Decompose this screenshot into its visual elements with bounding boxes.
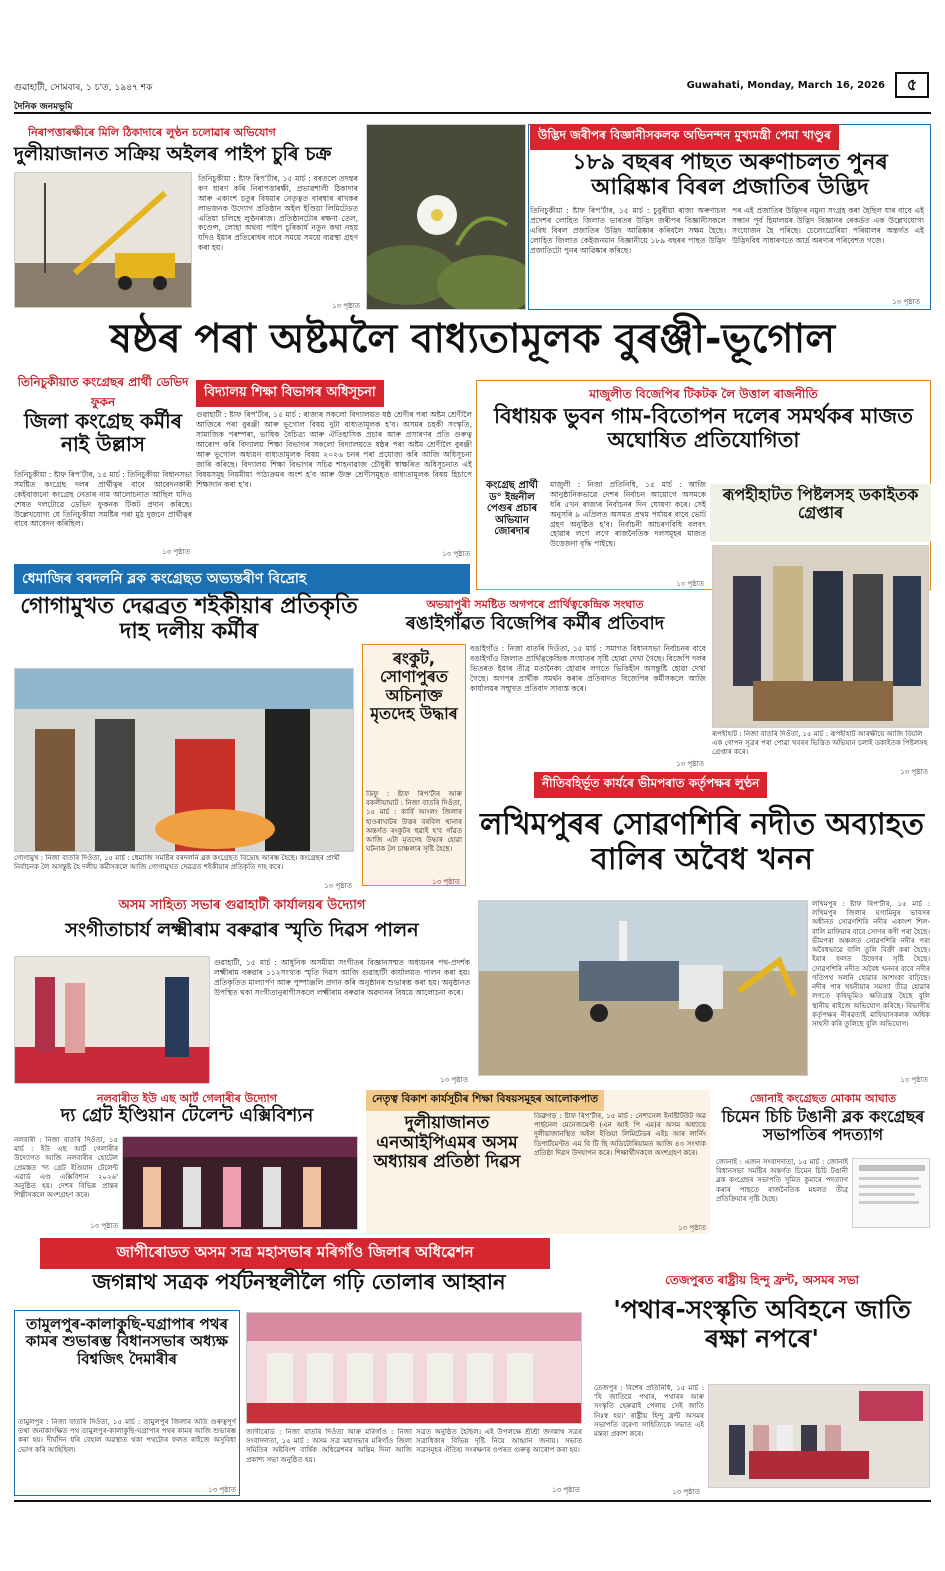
protest-image	[15, 669, 354, 852]
s13-body: ডিব্ৰুগড় : ষ্টাফ ৰিপ'ৰ্টাৰ, ১৫ মাৰ্চ : নেশ্যনেল ইনষ্টিটিউট অৱ পাৰ্ছনেল মেনেজমেণ্ট (এন আই পি এম)ৰ অসম অধ্যায়ে দুলীয়াজানস্থিত অইল ইণ্ডিয়া লিমিটেডৰ এইচ আৰ লাৰ্নিং ডিপাৰ্টমেণ্টত এম বি টি ছি অডিটোৰিয়ামত আজি ৪৩ সংখ্যক প্ৰতিষ্ঠা দিৱস উদযাপন কৰে। শিক্ষাৰ্থীসকলে অংশগ্ৰহণ কৰে।	[534, 1112, 706, 1157]
s4-tag: বিদ্যালয় শিক্ষা বিভাগৰ অধিসূচনা	[196, 380, 384, 407]
s12-body: নলবাৰী : নিজা বাতৰি দিওঁতা, ১৫ মাৰ্চ : ইউ এছ আৰ্ট গেলাৰীৰ উদ্যোগত আজি নলবাৰীৰ হোটেল প্ৰেমস্তত 'দ্য গ্ৰেট ইণ্ডিয়ান টেলেন্ট এৱাৰ্ড এণ্ড এক্সিবিশ্যন ২০২৬' অনুষ্ঠিত হয়। দেশৰ বিভিন্ন প্ৰান্তৰ শিল্পীসকলে অংশগ্ৰহণ কৰে।	[14, 1136, 118, 1200]
s16-headline: তামুলপুৰ-কালাকুছি-ঘগ্ৰাপাৰ পথৰ কামৰ শুভাৰম্ভ বিধানসভাৰ অধ্যক্ষ বিশ্বজিৎ দৈমাৰীৰ	[25, 1315, 229, 1368]
s9-headline: ৰংকুট, সোণাপুৰত অচিনাক্ত মৃতদেহ উদ্ধাৰ	[370, 649, 458, 724]
s13-tag: নেতৃত্ব বিকাশ কাৰ্যসূচীৰ শিক্ষা বিষয়সমূহৰ আলোকপাত	[366, 1090, 604, 1111]
s7-headline: গোগামুখত দেৱব্ৰত শইকীয়াৰ প্ৰতিকৃতি দাহ দলীয় কৰ্মীৰ	[20, 594, 358, 645]
s11-headline: সংগীতাচাৰ্য লক্ষ্মীৰাম বৰুৱাৰ স্মৃতি দিৱস পালন	[65, 919, 419, 941]
s12-sub: নলবাৰীত ইউ এছ আৰ্ট গেলাৰীৰ উদ্যোগ	[97, 1092, 277, 1105]
s14-headline: চিমেন চিচি টঙানী ব্লক কংগ্ৰেছৰ সভাপতিৰ পদত্যাগ	[721, 1107, 925, 1145]
s11-photo-event	[14, 956, 210, 1084]
s8-sub: অভয়াপুৰী সমষ্টিত অগপৰে প্ৰাৰ্থিত্বকেন্দ্ৰিক সংঘাত	[426, 598, 644, 611]
footer-rule	[14, 1500, 931, 1502]
s10-photo-truck	[478, 900, 808, 1076]
s12-headline: দ্য গ্ৰেট ইণ্ডিয়ান টেলেন্ট এক্সিবিশ্যন	[60, 1105, 314, 1126]
satra-meeting-image	[247, 1313, 582, 1424]
s15-headline: জগন্নাথ সত্ৰক পৰ্যটনস্থলীলৈ গঢ়ি তোলাৰ আহ্বান	[92, 1270, 506, 1294]
s13-headline: দুলীয়াজানত এনআইপিএমৰ অসম অধ্যায়ৰ প্ৰতিষ্ঠা দিৱস	[373, 1113, 521, 1173]
s15-photo-meeting	[246, 1312, 582, 1424]
s14-body: জোনাই : এজন সংবাদদাতা, ১৫ মাৰ্চ : জোনাই বিধানসভা সমষ্টিৰ অন্তৰ্গত চিমেন চিচি টঙানী ব্লক কংগ্ৰেছৰ সভাপতি সুমিত কুমাৰে পদত্যাগ কৰাৰ পাছতে ৰাজনৈতিক মহলত তীব্ৰ প্ৰতিক্ৰিয়াৰ সৃষ্টি হৈছে।	[716, 1158, 848, 1203]
resignation-letter-image	[853, 1159, 930, 1228]
english-date: Guwahati, Monday, March 16, 2026	[686, 80, 885, 91]
s17-continue: ১৩ পৃষ্ঠাত	[672, 1488, 700, 1496]
s17-headline: 'পথাৰ-সংস্কৃতি অবিহনে জাতি ৰক্ষা নপৰে'	[613, 1295, 911, 1353]
s10-tag: নীতিবহিৰ্ভূত কাৰ্যৰে ভীমপৰাত কৰ্তৃপক্ষৰ লুণ্ঠন	[534, 772, 767, 798]
s17-sub: তেজপুৰত ৰাষ্ট্ৰীয় হিন্দু ফ্ৰন্ট, অসমৰ সভা	[664, 1273, 860, 1287]
s11-body: গুৱাহাটী, ১৫ মাৰ্চ : আধুনিক অসমীয়া সংগীতৰ বিজ্ঞানসম্মত অধ্যয়নৰ পথ-প্ৰদৰ্শক লক্ষ্মীৰাম বৰুৱাৰ ১১২সংখ্যক স্মৃতি দিৱস আজি গুৱাহাটী কাৰ্যালয়ত পালন কৰা হয়। প্ৰতিকৃতিত মাল্যাৰ্পণ আৰু পুষ্পাঞ্জলি প্ৰদান কৰি অনুষ্ঠানৰ শুভাৰম্ভ কৰা হয়। অনুষ্ঠানত উপস্থিত থকা সংগীতানুৰাগীসকলে লক্ষ্মীৰাম বৰুৱাৰ অৱদানৰ বিষয়ে আলোচনা কৰে।	[214, 958, 470, 997]
s11-sub: অসম সাহিত্য সভাৰ গুৱাহাটী কাৰ্যালয়ৰ উদ্যোগ	[118, 898, 366, 913]
s1-headline: দুলীয়াজানত সক্ৰিয় অইলৰ পাইপ চুৰি চক্ৰ	[14, 143, 332, 165]
s9-body: ডিফু : ষ্টাফ ৰিপ'ৰ্টাৰ আৰু বকলীয়াঘাট : নিজা বাতৰি দিওঁতা, ১৫ মাৰ্চ : কাৰ্বি আংলং জিলাৰ হাওৰাঘাটৰ উত্তৰ বৰবিল থানাৰ অন্তৰ্গত ৰংকুটৰ হুৱাই হ'ব গাঁৱত আজি এটা মৃতদেহ উদ্ধাৰ হোৱা ঘটনাক লৈ চাঞ্চল্যৰ সৃষ্টি হৈছে।	[366, 790, 462, 854]
s5-side: কংগ্ৰেছ প্ৰাৰ্থী ড° ইন্দ্ৰনীল পেগুৰ প্ৰচাৰ অভিযান জোৰদাৰ	[485, 480, 539, 537]
s2-photo-flower	[366, 124, 526, 310]
flower-image	[367, 125, 526, 310]
s14-photo-letter	[852, 1158, 930, 1228]
s4-body: গুৱাহাটী : ষ্টাফ ৰিপ'ৰ্টাৰ, ১৫ মাৰ্চ : ৰাজ্যৰ সকলো বিদ্যালয়ত ষষ্ঠ শ্ৰেণীৰ পৰা অষ্টম শ্ৰেণীলৈ আজিৰে পৰা বুৰঞ্জী আৰু ভূগোল বিষয় দুটা বাধ্যতামূলক হ'ব। অসমৰ চহকী সংস্কৃতি, সামাজিক পৰম্পৰা, ভাষিক বৈচিত্ৰ্য আৰু ঐতিহাসিক প্ৰচাৰ আৰু প্ৰসাৰণৰ প্ৰতি গুৰুত্ব আৰোপ কৰি বিদ্যালয় শিক্ষা বিভাগৰ সকলো বিদ্যালয়তে ষষ্ঠৰ পৰা অষ্টম শ্ৰেণীলৈ বুৰঞ্জী আৰু ভূগোল অধ্যয়ন বাধ্যতামূলক বিষয় ২০২৬ চনৰ পৰা প্ৰযোজ্য কৰি আজি অধিসূচনা জাৰি কৰিছে। বিদ্যালয় শিক্ষা বিভাগৰ সচিৱ শাহনাৱাজ চৌধুৰী স্বাক্ষৰিত অধিসূচনাত এই বিষয়সমূহ নিয়মীয়া পাঠ্যক্ৰমৰ অংশ হ'ব আৰু উক্ত শ্ৰেণীসমূহত বাধ্যতামূলক বিষয় হিচাপে শিক্ষাদান কৰা হ'ব।	[196, 410, 472, 490]
s2-body-right: পৰ এই প্ৰজাতিৰ উদ্ভিদৰ নমুনা সংগ্ৰহ কৰা হৈছিল যাৰ বাবে এই সন্ধান পূৰ্ব হিমালয়ৰ উদ্ভিদ বিজ্ঞানৰ ৰেকৰ্ডত এক উল্লেখযোগ্য সংযোজন হৈ পৰিছে। চেলেংগ্ৰেৰিয়া পৰিয়ালৰ অন্তৰ্গত এই উদ্ভিদবিধ সাধাৰণতে আৰ্দ্ৰ অৰণ্যৰ পৰিবেশত গজে।	[732, 206, 924, 245]
s1-photo-crane	[14, 172, 192, 308]
s10-headline: লখিমপুৰৰ সোৱণশিৰি নদীত অব্যাহত বালিৰ অবৈধ খনন	[479, 807, 925, 877]
sand-mining-image	[479, 901, 808, 1076]
s7-caption: গোগামুখ : নিজা বাতৰি দিওঁতা, ১৫ মাৰ্চ : ধেমাজি সমষ্টিৰ বৰদলনি ব্লক কংগ্ৰেছত বিদ্ৰোহ আৰম্ভ হৈছে। কংগ্ৰেছৰ প্ৰাৰ্থী নিৰ্বাচনক লৈ অসন্তুষ্ট হৈ দলীয় কৰ্মীসকলে আজি গোগামুখত দেৱব্ৰত শইকীয়াৰ প্ৰতিকৃতি দাহ কৰে।	[14, 854, 340, 872]
s16-body: তামুলপুৰ : নিজা বাতৰি দিওঁতা, ১৫ মাৰ্চ : তামুলপুৰ জিলাৰ অতি গুৰুত্বপূৰ্ণ তথা জনাকাংক্ষিত পথ তামুলপুৰ-কালাকুছি-ঘগ্ৰাপাৰ পথৰ কামৰ আজি শুভাৰম্ভ কৰা হয়। দীৰ্ঘদিন ধৰি বেহাল অৱস্থাত থকা পথটোৰ ফলত ৰাইজে অসুবিধা ভোগ কৰি আহিছিল।	[18, 1418, 236, 1454]
s5-sub: মাজুলীত বিজেপিৰ টিকটক লৈ উত্তাল ৰাজনীতি	[589, 387, 818, 401]
crane-image	[15, 173, 192, 308]
s15-body-right: সত্ৰত অনুষ্ঠিত হৈছিল। এই উপলক্ষে শ্ৰীশ্ৰী জগন্নাথ সত্ৰৰ সত্ৰাধিকাৰ বিভিন্ন দৃষ্টি নিয়ে আহ্বান জনায়। সভাত সত্ৰসমূহৰ ঐতিহ্য সংৰক্ষণৰ ওপৰত গুৰুত্ব আৰোপ কৰা হয়।	[416, 1428, 582, 1455]
s3-headline: জিলা কংগ্ৰেছ কৰ্মীৰ নাই উল্লাস	[23, 409, 183, 456]
s3-sub: তিনিচুকীয়াত কংগ্ৰেছৰ প্ৰাৰ্থী ডেভিদ ফুকন	[17, 375, 189, 409]
paper-name: দৈনিক জনমভূমি	[14, 102, 73, 112]
s8-continue: ১৩ পৃষ্ঠাত	[676, 760, 704, 768]
s2-sub: উদ্ভিদ জৰীপৰ বিজ্ঞানীসকলক অভিনন্দন মুখ্যমন্ত্ৰী পেমা খাণ্ডুৰ	[530, 124, 839, 150]
s2-headline: ১৮৯ বছৰৰ পাছত অৰুণাচলত পুনৰ আৱিষ্কাৰ বিৰল প্ৰজাতিৰ উদ্ভিদ	[572, 150, 888, 201]
s5-body: মাজুলী : নিজা প্ৰতিনিধি, ১৫ মাৰ্চ : আজি আনুষ্ঠানিকভাৱে দেশৰ নিৰ্বাচন আয়োগে অসমকে ধৰি ৫খন ৰাজ্যৰ নিৰ্বাচনৰ দিন ঘোষণা কৰে। সেই অনুসৰি ৯ এপ্ৰিলত অসমত প্ৰথম পৰ্যায়ৰ বাবে ভোট গ্ৰহণ অনুষ্ঠিত হ'ব। নিৰ্বাচনী আচৰণবিধি বলবৎ হোৱাৰ লগে লগে ৰাজনৈতিক দলসমূহৰ মাজত উত্তেজনা বৃদ্ধি পাইছে।	[550, 480, 706, 549]
exhibition-image	[123, 1137, 358, 1230]
s15-body-left: জাগীৰোড : নিজা বাতৰি দিওঁতা আৰু মৰিগাঁও : নিজা সংবাদদাতা, ১৫ মাৰ্চ : অসম সত্ৰ মহাসভাৰ মৰিগাঁও জিলা সমিতিৰ অষ্টবিংশ বাৰ্ষিক অধিৱেশনৰ অন্তিম দিনা আজি প্ৰকাশ্য সভা অনুষ্ঠিত হয়।	[246, 1428, 412, 1464]
s12-continue: ১৩ পৃষ্ঠাত	[90, 1222, 118, 1230]
s12-photo-exhibition	[122, 1136, 358, 1230]
s3-continue: ১৩ পৃষ্ঠাত	[162, 548, 190, 556]
s9-continue: ১৩ পৃষ্ঠাত	[432, 878, 460, 886]
arrest-image	[713, 546, 929, 728]
s6-continue: ১৩ পৃষ্ঠাত	[900, 768, 928, 776]
s10-body: লখিমপুৰ : ষ্টাফ ৰিপ'ৰ্টাৰ, ১৫ মাৰ্চ : লখিমপুৰ জিলাৰ ঘগামিনুৰ ভাবসৰ অধীনত সোৱণশিৰি নদীৰ একাংশ শিল-বালি মাফিয়াৰ বাবে সোণৰ কণী পৰা হৈছে। ভীমপৰা অঞ্চলত সোৱণশিৰি নদীৰ পৰা অবৈধভাৱে বালি তুলি বিক্ৰী কৰা হৈছে। ইয়াৰ ফলত উদ্বেগৰ সৃষ্টি হৈছে। সোৱণশিৰি নদীত অবৈধ খননৰ বাবে নদীৰ গতিপথ সলনি হোৱাৰ আশংকা বাঢ়িছে। নদীৰ পাৰ খহনীয়াৰ সমস্যা তীব্ৰ হোৱাৰ লগতে কৃষিভূমিও ক্ষতিগ্ৰস্ত হৈছে বুলি স্থানীয় ৰাইজে অভিযোগ কৰিছে। বিভাগীয় কৰ্তৃপক্ষৰ নীৰৱতাই মাফিয়াসকলক অধিক সাহসী কৰি তুলিছে বুলি অভিযোগ।	[812, 900, 930, 1029]
s4-continue: ১৩ পৃষ্ঠাত	[442, 550, 470, 558]
s10-continue: ১৩ পৃষ্ঠাত	[900, 1076, 928, 1084]
s6-caption: ৰূপহীহাট : নিজা বাতৰি দিওঁতা, ১৫ মাৰ্চ : ৰূপহীহাট আৰক্ষীয়ে আজি বিয়লি এক গোপন সূত্ৰৰ পৰা পোৱা খবৰৰ ভিত্তিত অভিযান চলাই ডকাইতক পিষ্টলসহ গ্ৰেপ্তাৰ কৰে।	[712, 730, 928, 757]
dhemaji-banner: ধেমাজিৰ বৰদলনি ব্লক কংগ্ৰেছত অভ্যন্তৰীণ বিদ্ৰোহ	[14, 564, 470, 594]
s16-continue: ১৩ পৃষ্ঠাত	[208, 1486, 236, 1494]
event-image	[15, 957, 210, 1084]
s7-continue: ১৩ পৃষ্ঠাত	[324, 882, 352, 890]
jagiroad-banner: জাগীৰোডত অসম সত্ৰ মহাসভাৰ মৰিগাঁও জিলাৰ অধিৱেশন	[40, 1238, 550, 1269]
local-date: গুৱাহাটী, সোমবাৰ, ১ চ'ত, ১৯৪৭ শক	[14, 83, 153, 93]
s3-body: তিনিচুকীয়া : ষ্টাফ ৰিপ'ৰ্টাৰ, ১৫ মাৰ্চ : তিনিচুকীয়া বিধানসভা সমষ্টিত কংগ্ৰেছ দলৰ প্ৰাৰ্থীত্বৰ বাবে আবেদনকাৰী কেইবাজনো কংগ্ৰেছ নেতাৰ নাম আলোচনাত আছিল যদিও শেষত দলটোৱে ডেভিদ ফুকনক টিকট প্ৰদান কৰিছে। উল্লেখযোগ্য যে তিনিচুকীয়া সমষ্টিৰ পৰা মুঠ দুজনে প্ৰাৰ্থীত্বৰ বাবে আবেদন কৰিছিল।	[14, 470, 192, 529]
s6-photo-arrest	[712, 545, 929, 728]
main-headline: ষষ্ঠৰ পৰা অষ্টমলৈ বাধ্যতামূলক বুৰঞ্জী-ভূগোল	[109, 316, 836, 362]
s17-photo-assembly	[708, 1384, 930, 1488]
s2-body-left: তিনিচুকীয়া : ষ্টাফ ৰিপ'ৰ্টাৰ, ১৫ মাৰ্চ : চুবুৰীয়া ৰাজ্য অৰুণাচল প্ৰদেশৰ লোহিত জিলাত ভাৰতৰ উদ্ভিদ জৰীপৰ বিজ্ঞানীসকলে এবিধ বিৰল প্ৰজাতিৰ উদ্ভিদ আৱিষ্কাৰ কৰিবলৈ সক্ষম হৈছে। লোহিত জিলাত কেইজনমান বিজ্ঞানীয়ে ১৮৯ বছৰৰ পাছত উদ্ভিদ প্ৰজাতিটো পুনৰ আৱিষ্কাৰ কৰিছে।	[530, 206, 726, 255]
s11-continue: ১৩ পৃষ্ঠাত	[440, 1076, 468, 1084]
s7-photo-protest	[14, 668, 354, 852]
s5-headline: বিধায়ক ভুবন গাম-বিতোপন দলেৰ সমৰ্থকৰ মাজত অঘোষিত প্ৰতিযোগিতা	[494, 404, 913, 453]
s14-sub: জোনাই কংগ্ৰেছত মোকাম আঘাত	[749, 1092, 897, 1105]
s1-sub: নিৰাপত্তাৰক্ষীৰে মিলি ঠিকাদাৰে লুণ্ঠন চলোৱাৰ অভিযোগ	[28, 126, 276, 139]
s17-body: তেজপুৰ : বিশেষ প্ৰতিনিধি, ১৫ মাৰ্চ : 'যি জাতিয়ে পথাৰ, পথাৰৰ আৰু সংস্কৃতি হেৰুৱাই পেলায় সেই জাতি নিঃস্ব হয়।' ৰাষ্ট্ৰীয় হিন্দু ফ্ৰন্ট অসমৰ সভাপতি বৰেণ্য সাহিত্যিকে সভাত এই মন্তব্য প্ৰকাশ কৰে।	[594, 1384, 704, 1439]
header-rule	[14, 112, 931, 114]
s5-continue: ১৩ পৃষ্ঠাত	[676, 580, 704, 588]
s1-continue: ১৩ পৃষ্ঠাত	[332, 302, 360, 310]
s2-continue: ১৩ পৃষ্ঠাত	[892, 298, 920, 306]
s13-continue: ১৩ পৃষ্ঠাত	[678, 1224, 706, 1232]
s6-headline: ৰূপহীহাটত পিষ্টলসহ ডকাইতক গ্ৰেপ্তাৰ	[722, 485, 919, 523]
s15-continue: ১৩ পৃষ্ঠাত	[552, 1486, 580, 1494]
s1-body: তিনিচুকীয়া : ষ্টাফ ৰিপ'ৰ্টাৰ, ১৫ মাৰ্চ : বৰতলে তদন্তৰ কণ ধাৰণ কৰি নিৰাপত্তাৰক্ষী, প্ৰভাৱশালী ঠিকাদাৰ আৰু একাংশ চতুৰ বিষয়াৰ নেতৃত্বত বাৰম্বাৰ ৰাখকৰ লাভজনক উদ্যোগ প্ৰতিষ্ঠান অইল ইণ্ডিয়া লিমিটেডত এতিয়া চলিছে লুণ্ঠনৰাজ। প্ৰতিষ্ঠানটোৰ ৰক্ষণা তেল, কণ্ডেন্স, লোহা অথবা পাইপ চুৰিকাৰ্য নতুন কথা নহয় যদিও ইয়াৰ প্ৰতিৰোধৰ বাবে সময়ে সময়ে ব্যৱস্থা গ্ৰহণ কৰা হয়।	[198, 174, 358, 253]
s8-headline: ৰঙাইগাঁৱত বিজেপিৰ কৰ্মীৰ প্ৰতিবাদ	[405, 613, 665, 634]
assembly-image	[709, 1385, 930, 1488]
s8-body: বঙাইগাঁও : নিজা বাতৰি দিওঁতা, ১৫ মাৰ্চ : সমাগত বিধানসভা নিৰ্বাচনৰ বাবে বঙাইগাঁও জিলাত প্ৰাৰ্থিত্বকেন্দ্ৰিক সংঘাতৰ সৃষ্টি হোৱা দেখা গৈছে। বিজেপি দলৰ ভিতৰত ইয়াৰ তীব্ৰ মতানৈক্য হোৱাৰ লগতে ভিত্তিহীন অসন্তুষ্টি হোৱা দেখা গৈছে। অগপৰ প্ৰাৰ্থীক সমৰ্থন কৰাৰ প্ৰতিবাদত বিজেপিৰ কৰ্মীসকলে আজি কাৰ্যালয়ৰ সন্মুখত প্ৰতিবাদ সাব্যস্ত কৰে।	[470, 644, 706, 693]
page-number: ৫	[895, 72, 929, 98]
